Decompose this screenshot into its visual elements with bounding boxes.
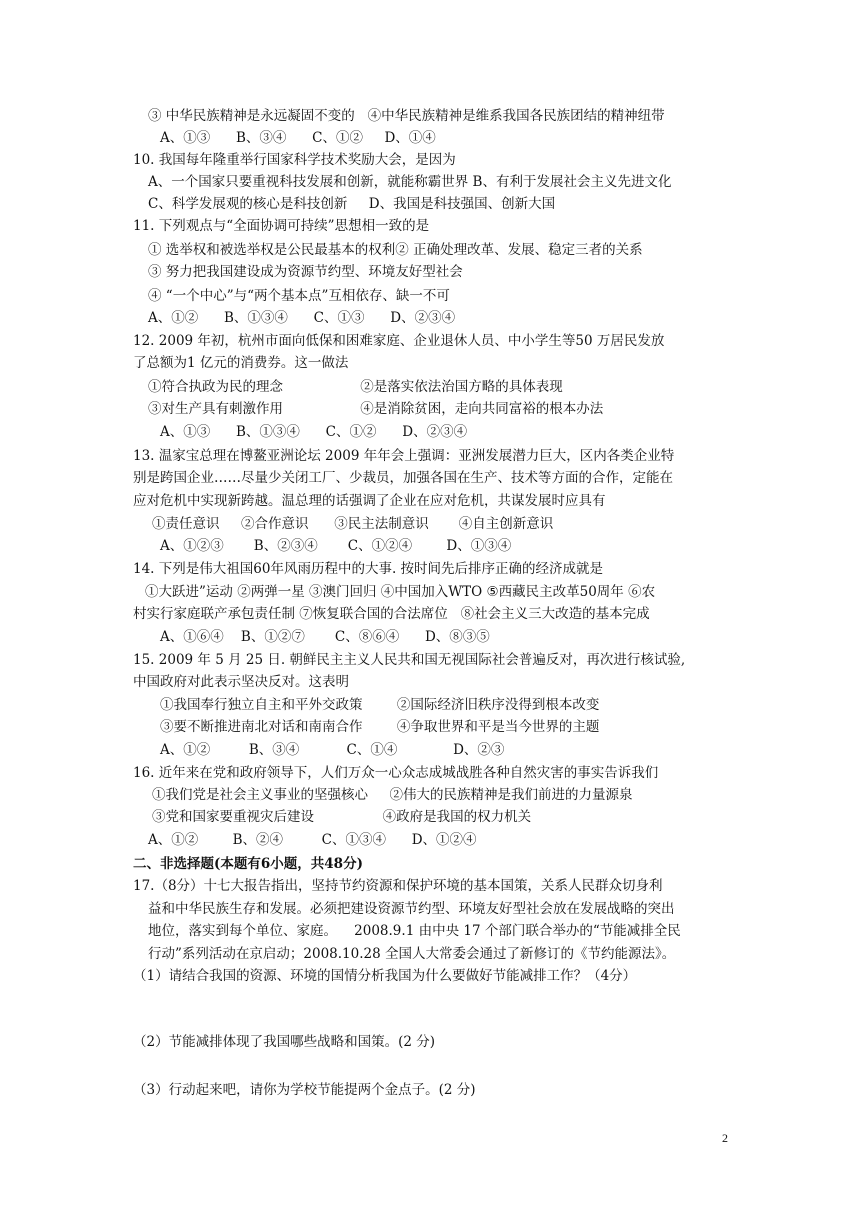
question-16: 16. 近年来在党和政府领导下，人们万众一心众志成城战胜各种自然灾害的事实告诉我们 (133, 765, 659, 781)
question-12: 12. 2009 年初，杭州市面向低保和困难家庭、企业退休人员、中小学生等50 万居民发放 (133, 333, 665, 349)
answer-options: A、①⑥④ B、①②⑦ C、⑧⑥④ D、⑧③⑤ (160, 629, 490, 645)
text-line: ④ “一个中心”与“两个基本点”互相依存、缺一不可 (148, 288, 450, 304)
text-line: 应对危机中实现新跨越。温总理的话强调了企业在应对危机，共谋发展时应具有 (133, 493, 606, 509)
sub-question-2: （2）节能减排体现了我国哪些战略和国策。(2 分) (133, 1034, 436, 1050)
answer-options: A、①② B、③④ C、①④ D、②③ (160, 742, 505, 758)
text-line: ①我们党是社会主义事业的坚强核心 ②伟大的民族精神是我们前进的力量源泉 (152, 787, 633, 803)
sub-question-3: （3）行动起来吧，请你为学校节能提两个金点子。(2 分) (133, 1082, 476, 1098)
text-line: ③对生产具有刺激作用 ④是消除贫困，走向共同富裕的根本办法 (148, 401, 604, 417)
text-line: 地位，落实到每个单位、家庭。 2008.9.1 由中央 17 个部门联合举办的“节能减排全民 (148, 923, 681, 939)
question-17: 17.（8分）十七大报告指出，坚持节约资源和保护环境的基本国策，关系人民群众切身利 (133, 878, 663, 894)
text-line: ①我国奉行独立自主和平外交政策 ②国际经济旧秩序没得到根本改变 (160, 697, 600, 713)
text-line: ①符合执政为民的理念 ②是落实依法治国方略的具体表现 (148, 379, 563, 395)
text-line: ③党和国家要重视灾后建设 ④政府是我国的权力机关 (152, 809, 532, 825)
answer-options: A、①② B、①③④ C、①③ D、②③④ (148, 310, 456, 326)
text-line: 益和中华民族生存和发展。必须把建设资源节约型、环境友好型社会放在发展战略的突出 (148, 901, 675, 917)
text-line: 别是跨国企业……尽量少关闭工厂、少裁员，加强各国在生产、技术等方面的合作，定能在 (133, 470, 673, 486)
answer-options: A、①③ B、①③④ C、①② D、②③④ (160, 424, 468, 440)
section-heading: 二、非选择题(本题有6小题，共48分) (133, 856, 363, 872)
question-13: 13. 温家宝总理在博鳌亚洲论坛 2009 年年会上强调：亚洲发展潜力巨大，区内各类企业特 (133, 448, 675, 464)
sub-question-1: （1）请结合我国的资源、环境的国情分析我国为什么要做好节能减排工作？（4分） (133, 968, 637, 984)
answer-options: A、一个国家只要重视科技发展和创新，就能称霸世界 B、有利于发展社会主义先进文化 (148, 174, 672, 190)
answer-options: A、①②③ B、②③④ C、①②④ D、①③④ (160, 538, 512, 554)
question-14: 14. 下列是伟大祖国60年风雨历程中的大事. 按时间先后排序正确的经济成就是 (133, 561, 604, 577)
question-11: 11. 下列观点与“全面协调可持续”思想相一致的是 (133, 218, 430, 234)
question-15: 15. 2009 年 5 月 25 日. 朝鲜民主主义人民共和国无视国际社会普遍反对，再次进行核试验, (133, 652, 686, 668)
text-line: 村实行家庭联产承包责任制 ⑦恢复联合国的合法席位 ⑧社会主义三大改造的基本完成 (133, 606, 650, 622)
text-line: 中国政府对此表示坚决反对。这表明 (133, 674, 349, 690)
text-line: 了总额为1 亿元的消费券。这一做法 (133, 355, 349, 371)
page-number: 2 (722, 1131, 728, 1145)
answer-options: A、①② B、②④ C、①③④ D、①②④ (148, 832, 477, 848)
answer-options: A、①③ B、③④ C、①② D、①④ (160, 130, 436, 146)
question-10: 10. 我国每年隆重举行国家科学技术奖励大会，是因为 (133, 152, 456, 168)
text-line: ③要不断推进南北对话和南南合作 ④争取世界和平是当今世界的主题 (160, 719, 600, 735)
text-line: ③ 努力把我国建设成为资源节约型、环境友好型社会 (148, 264, 463, 280)
text-line: 行动”系列活动在京启动；2008.10.28 全国人大常委会通过了新修订的《节约能源法》。 (148, 946, 676, 962)
answer-options: C、科学发展观的核心是科技创新 D、我国是科技强国、创新大国 (148, 196, 556, 212)
text-line: ①大跃进”运动 ②两弹一星 ③澳门回归 ④中国加入WTO ⑤西藏民主改革50周年 ⑥农 (145, 584, 656, 600)
text-line: ① 选举权和被选举权是公民最基本的权利② 正确处理改革、发展、稳定三者的关系 (148, 242, 643, 258)
text-line: ①责任意识 ②合作意识 ③民主法制意识 ④自主创新意识 (152, 516, 554, 532)
text-line: ③ 中华民族精神是永远凝固不变的 ④中华民族精神是维系我国各民族团结的精神纽带 (148, 108, 665, 124)
